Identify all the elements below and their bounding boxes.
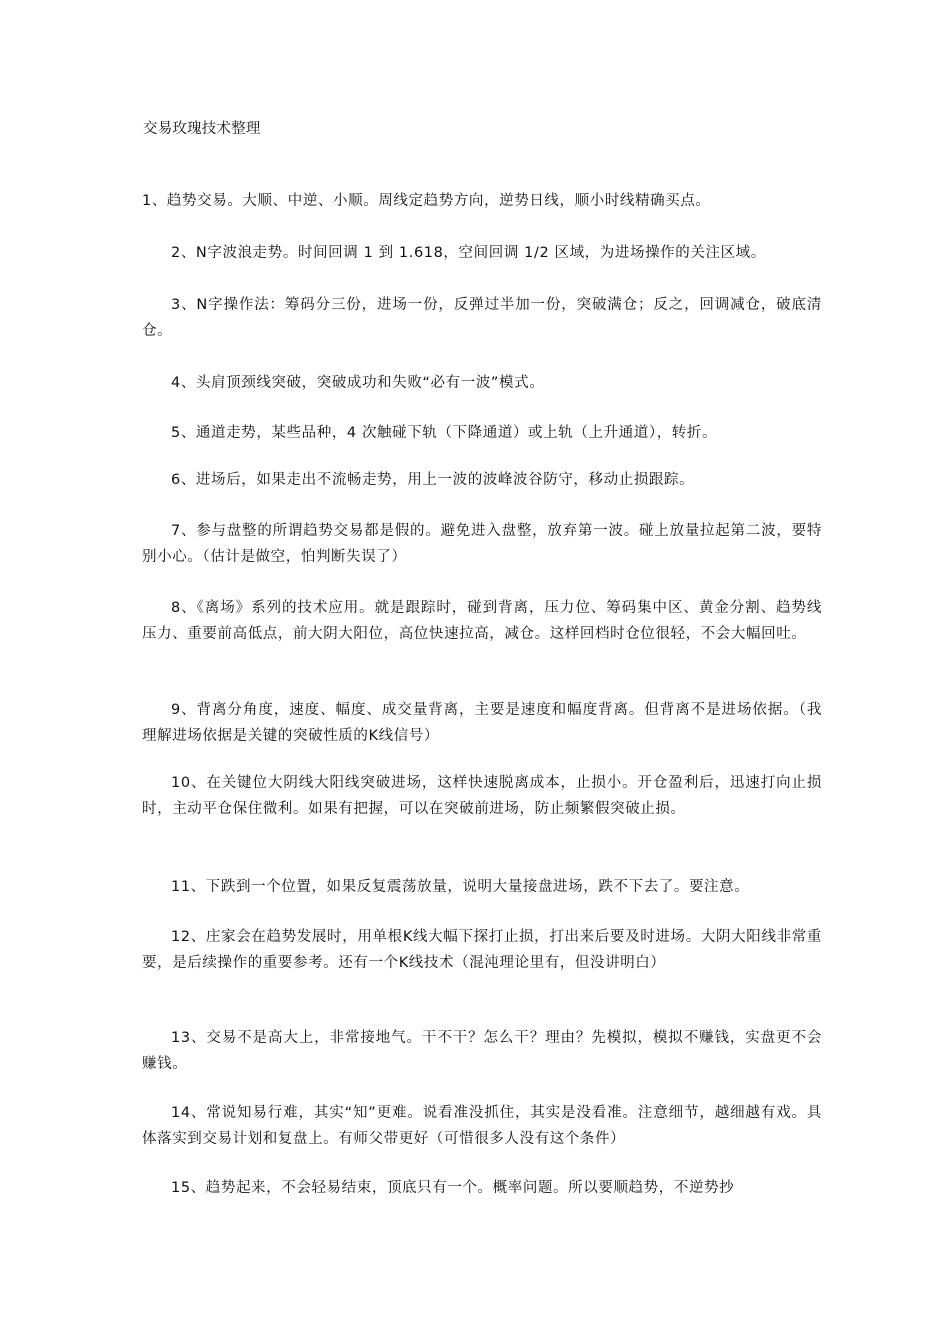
paragraph-5: 5、通道走势，某些品种，4 次触碰下轨（下降通道）或上轨（上升通道），转折。 (171, 425, 718, 441)
document-title: 交易玫瑰技术整理 (143, 121, 261, 137)
paragraph-3: 3、N字操作法：筹码分三份，进场一份，反弹过半加一份，突破满仓；反之，回调减仓，破底清仓。 (142, 297, 822, 339)
paragraph-8: 8、《离场》系列的技术应用。就是跟踪时，碰到背离，压力位、筹码集中区、黄金分割、趋势线压力、重要前高低点，前大阴大阳位，高位快速拉高，减仓。这样回档时仓位很轻，不会大幅回吐。 (142, 600, 822, 642)
paragraph-10: 10、在关键位大阴线大阳线突破进场，这样快速脱离成本，止损小。开仓盈利后，迅速打向止损时，主动平仓保住微利。如果有把握，可以在突破前进场，防止频繁假突破止损。 (142, 775, 822, 817)
paragraph-13: 13、交易不是高大上，非常接地气。干不干？怎么干？理由？先模拟，模拟不赚钱，实盘更不会赚钱。 (142, 1030, 822, 1072)
paragraph-12: 12、庄家会在趋势发展时，用单根K线大幅下探打止损，打出来后要及时进场。大阴大阳线非常重要，是后续操作的重要参考。还有一个K线技术（混沌理论里有，但没讲明白） (142, 929, 822, 971)
paragraph-7: 7、参与盘整的所谓趋势交易都是假的。避免进入盘整，放弃第一波。碰上放量拉起第二波，要特别小心。（估计是做空，怕判断失误了） (142, 523, 822, 565)
paragraph-11: 11、下跌到一个位置，如果反复震荡放量，说明大量接盘进场，跌不下去了。要注意。 (171, 879, 750, 895)
paragraph-9: 9、背离分角度，速度、幅度、成交量背离，主要是速度和幅度背离。但背离不是进场依据。（我理解进场依据是关键的突破性质的K线信号） (142, 702, 822, 744)
paragraph-4: 4、头肩顶颈线突破，突破成功和失败“必有一波”模式。 (171, 375, 545, 391)
paragraph-6: 6、进场后，如果走出不流畅走势，用上一波的波峰波谷防守，移动止损跟踪。 (171, 472, 695, 488)
paragraph-15: 15、趋势起来，不会轻易结束，顶底只有一个。概率问题。所以要顺趋势，不逆势抄 (171, 1180, 735, 1196)
paragraph-1: 1、趋势交易。大顺、中逆、小顺。周线定趋势方向，逆势日线，顺小时线精确买点。 (142, 193, 711, 209)
paragraph-14: 14、常说知易行难，其实“知”更难。说看准没抓住，其实是没看准。注意细节，越细越有戏。具体落实到交易计划和复盘上。有师父带更好（可惜很多人没有这个条件） (142, 1105, 822, 1147)
paragraph-2: 2、N字波浪走势。时间回调 1 到 1.618，空间回调 1/2 区域，为进场操作的关注区域。 (171, 245, 766, 261)
